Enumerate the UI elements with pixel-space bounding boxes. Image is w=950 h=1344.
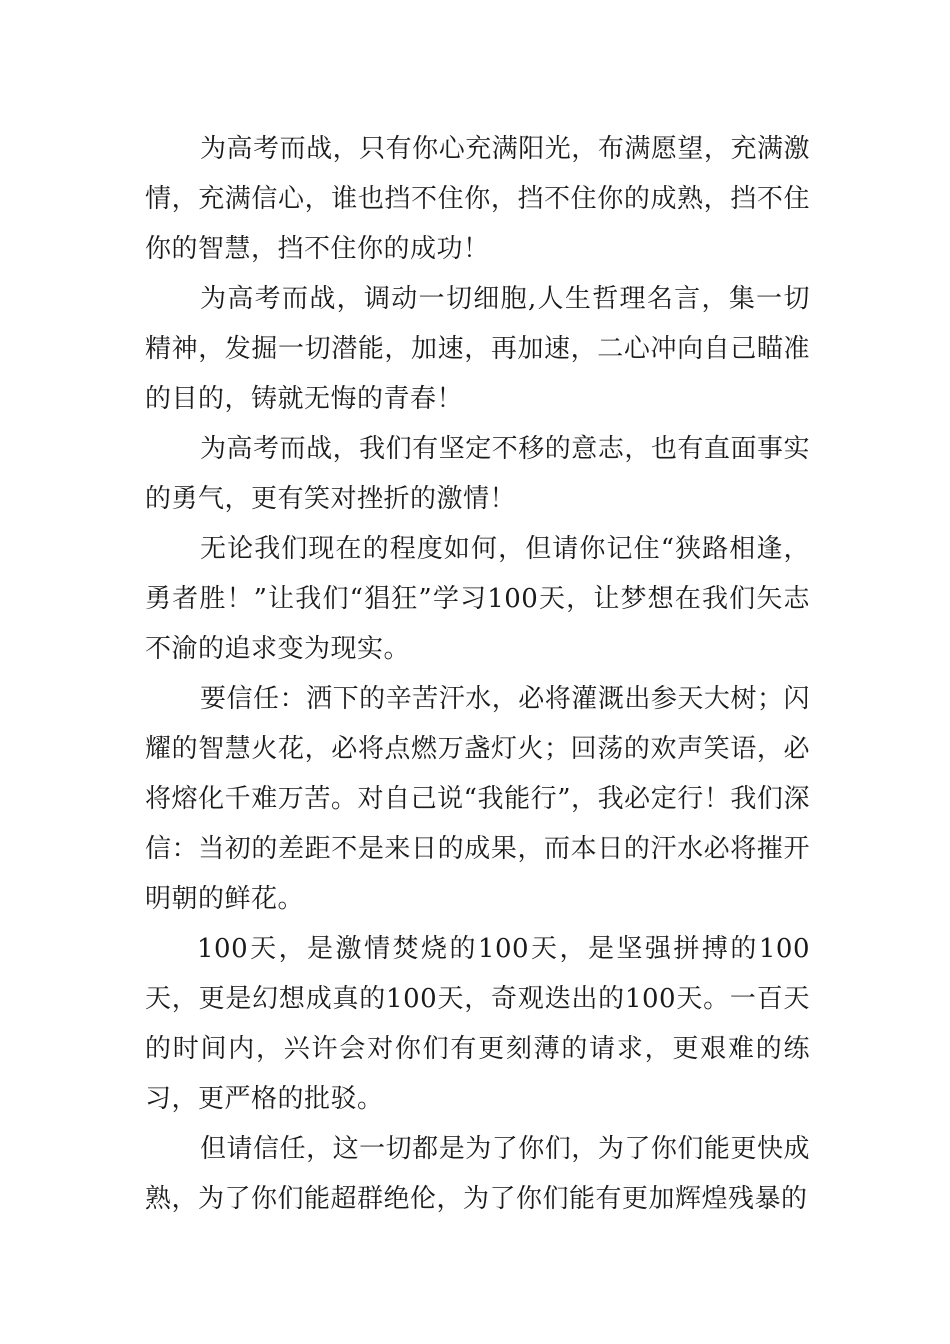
paragraph-6: 100天，是激情焚烧的100天，是坚强拼搏的100天，更是幻想成真的100天，奇观迭出的100天。一百天的时间内，兴许会对你们有更刻薄的请求，更艰难的练习，更严格的批驳。: [145, 934, 810, 1114]
paragraph-7: 但请信任，这一切都是为了你们，为了你们能更快成熟，为了你们能超群绝伦，为了你们能有更加辉煌残暴的: [145, 1134, 810, 1214]
paragraph-5: 要信任：洒下的辛苦汗水，必将灌溉出参天大树；闪耀的智慧火花，必将点燃万盏灯火；回荡的欢声笑语，必将熔化千难万苦。对自己说“我能行”，我必定行！我们深信：当初的差距不是来日的成果，而本日的汗水必将摧开明朝的鲜花。: [145, 684, 810, 914]
document-body: [145, 124, 810, 1224]
paragraph-4: 无论我们现在的程度如何，但请你记住“狭路相逢，勇者胜！”让我们“猖狂”学习100天，让梦想在我们矢志不渝的追求变为现实。: [145, 534, 810, 664]
paragraph-1: 为高考而战，只有你心充满阳光，布满愿望，充满激情，充满信心，谁也挡不住你，挡不住你的成熟，挡不住你的智慧，挡不住你的成功！: [145, 134, 810, 264]
paragraph-2: 为高考而战，调动一切细胞,人生哲理名言，集一切精神，发掘一切潜能，加速，再加速，二心冲向自己瞄准的目的，铸就无悔的青春！: [145, 284, 810, 414]
paragraph-3: 为高考而战，我们有坚定不移的意志，也有直面事实的勇气，更有笑对挫折的激情！: [145, 434, 810, 514]
